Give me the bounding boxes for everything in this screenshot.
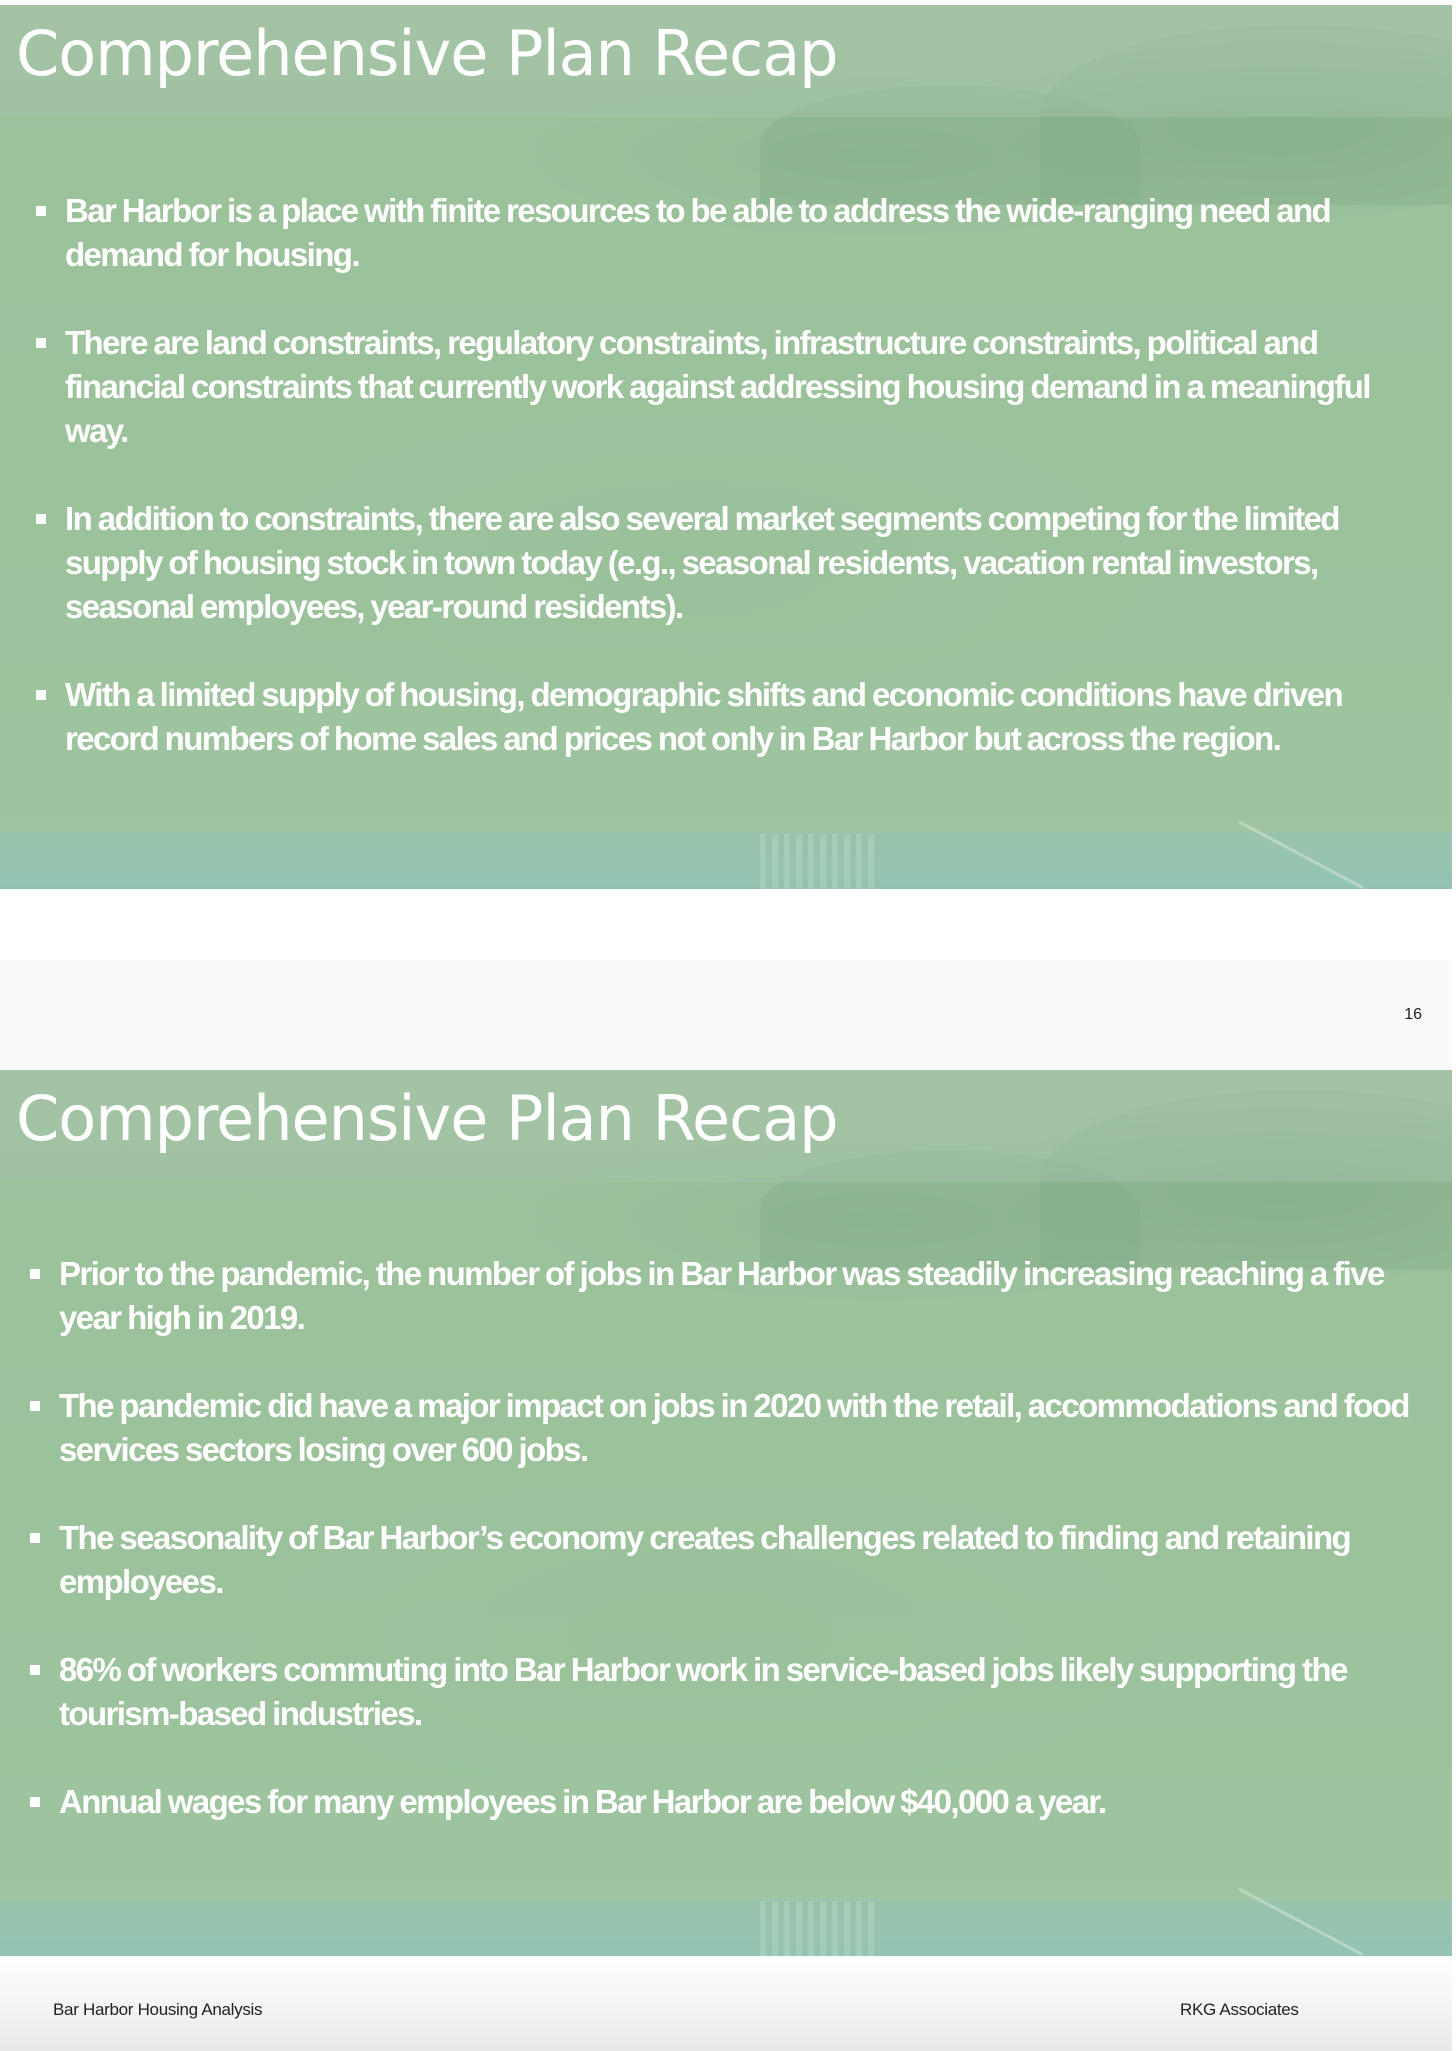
bullet-item [26, 1252, 1431, 1340]
bullet-item [32, 673, 1432, 761]
page-number: 16 [1404, 1006, 1422, 1023]
pier-image [1238, 1888, 1363, 1956]
bullet-text: There are land constraints, regulatory constraints, infrastructure constraints, political and financial constraints that currently work against addressing housing demand in a meaningful way. [65, 324, 1370, 449]
bullet-text: Bar Harbor is a place with finite resources to be able to address the wide-ranging need and demand for housing. [65, 192, 1331, 273]
square-bullet-icon [30, 1401, 40, 1411]
bullet-text: The pandemic did have a major impact on jobs in 2020 with the retail, accommodations and food services sectors losing over 600 jobs. [59, 1387, 1409, 1468]
square-bullet-icon [30, 1269, 40, 1279]
dock-image [760, 834, 880, 889]
harbor-strip [0, 832, 1452, 889]
bullet-text: The seasonality of Bar Harbor’s economy creates challenges related to finding and retaining employees. [59, 1519, 1351, 1600]
square-bullet-icon [36, 514, 46, 524]
square-bullet-icon [30, 1665, 40, 1675]
bullet-text: With a limited supply of housing, demographic shifts and economic conditions have driven record numbers of home sales and prices not only in Bar Harbor but across the region. [65, 676, 1343, 757]
square-bullet-icon [36, 690, 46, 700]
square-bullet-icon [30, 1533, 40, 1543]
bullet-text: Prior to the pandemic, the number of jobs in Bar Harbor was steadily increasing reaching a five year high in 2019. [59, 1255, 1384, 1336]
slide-title: Comprehensive Plan Recap [16, 1082, 838, 1155]
slide-title: Comprehensive Plan Recap [16, 17, 838, 90]
bullet-item [26, 1384, 1431, 1472]
bullet-list [26, 1252, 1431, 1868]
footer-company-name: RKG Associates [1180, 2000, 1299, 2019]
footer [0, 1956, 1452, 2051]
bullet-item [26, 1648, 1431, 1736]
footer-document-title: Bar Harbor Housing Analysis [53, 2000, 263, 2019]
bullet-text: In addition to constraints, there are also several market segments competing for the limited supply of housing stock in town today (e.g., seasonal residents, vacation rental investors, seasonal employees, year-round residents). [65, 500, 1339, 625]
bullet-item [32, 321, 1432, 453]
dock-image [760, 1901, 880, 1956]
slide-1 [0, 5, 1452, 889]
page-gap [0, 960, 1452, 1070]
harbor-strip [0, 1899, 1452, 1956]
square-bullet-icon [36, 338, 46, 348]
bullet-item [26, 1516, 1431, 1604]
square-bullet-icon [36, 206, 46, 216]
bullet-text: Annual wages for many employees in Bar Harbor are below $40,000 a year. [59, 1783, 1106, 1820]
slide-2 [0, 1070, 1452, 1956]
bullet-text: 86% of workers commuting into Bar Harbor work in service-based jobs likely supporting the tourism-based industries. [59, 1651, 1347, 1732]
bullet-item [32, 189, 1432, 277]
square-bullet-icon [30, 1797, 40, 1807]
bullet-list [32, 189, 1432, 805]
bullet-item [32, 497, 1432, 629]
bullet-item [26, 1780, 1431, 1824]
